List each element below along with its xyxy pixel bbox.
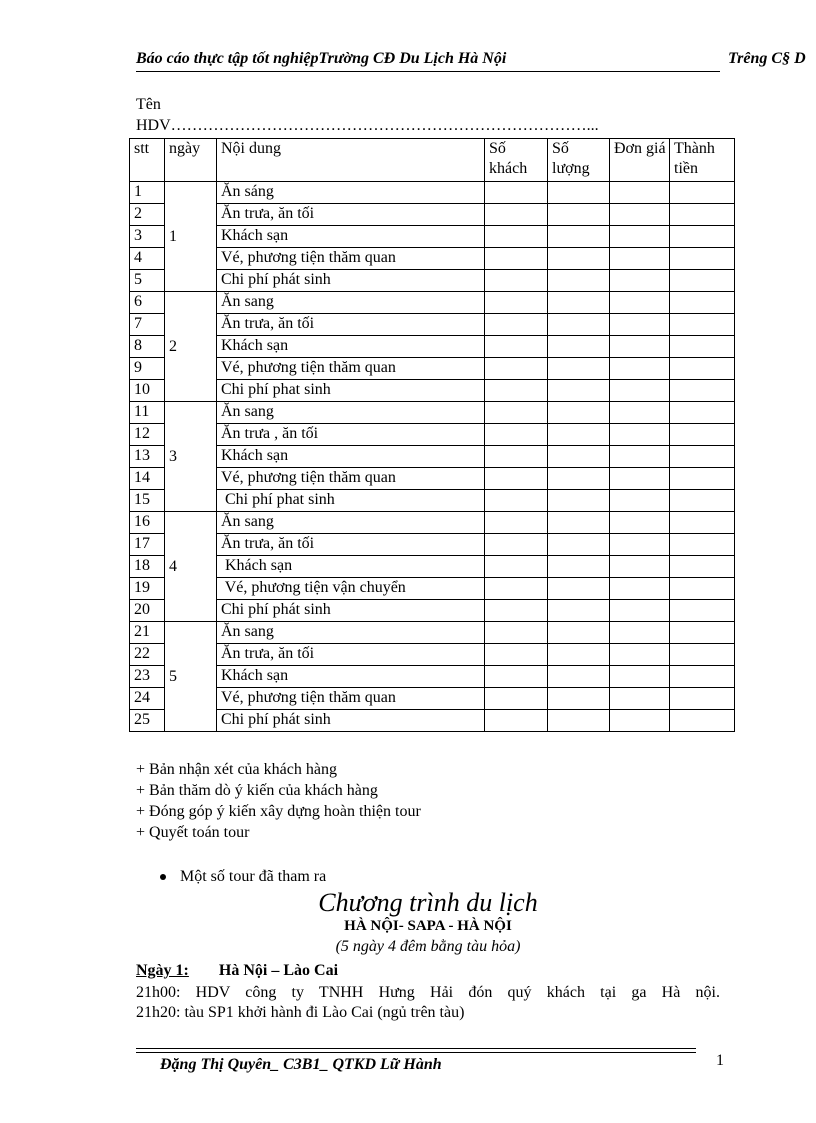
cell-content: Vé, phương tiện thăm quan xyxy=(217,688,485,710)
cell-guests xyxy=(485,402,548,424)
header-total: Thành tiền xyxy=(670,139,735,182)
cell-content: Ăn sáng xyxy=(217,182,485,204)
cell-day: 2 xyxy=(165,292,217,402)
bullet-text: Một số tour đã tham ra xyxy=(180,868,327,885)
cell-quantity xyxy=(548,248,610,270)
footer-rule-top xyxy=(136,1048,696,1049)
cell-content: Vé, phương tiện thăm quan xyxy=(217,358,485,380)
table-row xyxy=(130,688,735,710)
cell-total xyxy=(670,380,735,402)
table-row xyxy=(130,644,735,666)
table-row xyxy=(130,270,735,292)
table-row xyxy=(130,292,735,314)
cell-quantity xyxy=(548,226,610,248)
header-right-text: Trêng C§ D xyxy=(728,50,806,67)
cell-stt: 14 xyxy=(130,468,165,490)
cell-content: Khách sạn xyxy=(217,666,485,688)
cell-content: Chi phí phát sinh xyxy=(217,600,485,622)
table-row xyxy=(130,314,735,336)
cell-total xyxy=(670,424,735,446)
cell-guests xyxy=(485,446,548,468)
cell-content: Ăn trưa, ăn tối xyxy=(217,534,485,556)
cell-quantity xyxy=(548,292,610,314)
table-row xyxy=(130,358,735,380)
cell-quantity xyxy=(548,578,610,600)
cell-total xyxy=(670,182,735,204)
cell-total xyxy=(670,534,735,556)
cell-day: 4 xyxy=(165,512,217,622)
cell-unit-price xyxy=(610,644,670,666)
cell-stt: 23 xyxy=(130,666,165,688)
cell-content: Khách sạn xyxy=(217,446,485,468)
cell-guests xyxy=(485,292,548,314)
cell-total xyxy=(670,578,735,600)
cell-unit-price xyxy=(610,270,670,292)
cell-total xyxy=(670,666,735,688)
cell-quantity xyxy=(548,556,610,578)
cell-quantity xyxy=(548,666,610,688)
cell-content: Chi phí phát sinh xyxy=(217,710,485,732)
cell-unit-price xyxy=(610,248,670,270)
cell-unit-price xyxy=(610,182,670,204)
cell-quantity xyxy=(548,270,610,292)
cell-content: Vé, phương tiện vận chuyển xyxy=(217,578,485,600)
table-row xyxy=(130,490,735,512)
footer-rule-bottom xyxy=(136,1052,696,1053)
cell-guests xyxy=(485,270,548,292)
cell-unit-price xyxy=(610,622,670,644)
table-row xyxy=(130,534,735,556)
table-row xyxy=(130,336,735,358)
cell-guests xyxy=(485,380,548,402)
cell-content: Ăn trưa, ăn tối xyxy=(217,204,485,226)
cell-unit-price xyxy=(610,710,670,732)
cell-guests xyxy=(485,424,548,446)
cell-day: 1 xyxy=(165,182,217,292)
cell-guests xyxy=(485,578,548,600)
cell-content: Ăn trưa, ăn tối xyxy=(217,644,485,666)
cell-total xyxy=(670,204,735,226)
cell-stt: 12 xyxy=(130,424,165,446)
cell-total xyxy=(670,270,735,292)
itinerary-line-1: 21h00: HDV công ty TNHH Hưng Hải đón quý khách tại ga Hà nội. xyxy=(136,984,720,1001)
cell-content: Ăn trưa, ăn tối xyxy=(217,314,485,336)
notes-list xyxy=(136,759,421,843)
cell-quantity xyxy=(548,446,610,468)
cell-total xyxy=(670,314,735,336)
cell-guests xyxy=(485,534,548,556)
cell-unit-price xyxy=(610,534,670,556)
program-subtitle: (5 ngày 4 đêm bằng tàu hỏa) xyxy=(335,938,521,955)
table-row xyxy=(130,182,735,204)
program-title: Chương trình du lịch xyxy=(318,888,538,917)
cell-guests xyxy=(485,556,548,578)
cell-stt: 10 xyxy=(130,380,165,402)
cell-stt: 24 xyxy=(130,688,165,710)
cell-total xyxy=(670,644,735,666)
cell-guests xyxy=(485,182,548,204)
cell-stt: 17 xyxy=(130,534,165,556)
table-row xyxy=(130,512,735,534)
cell-stt: 15 xyxy=(130,490,165,512)
table-row xyxy=(130,380,735,402)
cell-total xyxy=(670,248,735,270)
table-row xyxy=(130,710,735,732)
cell-total xyxy=(670,490,735,512)
cell-day: 3 xyxy=(165,402,217,512)
cost-table xyxy=(129,138,735,732)
cell-guests xyxy=(485,336,548,358)
cell-content: Ăn sang xyxy=(217,512,485,534)
cell-total xyxy=(670,688,735,710)
note-item: + Bản nhận xét của khách hàng xyxy=(136,761,337,778)
cell-guests xyxy=(485,358,548,380)
cell-unit-price xyxy=(610,490,670,512)
cell-quantity xyxy=(548,402,610,424)
cell-unit-price xyxy=(610,468,670,490)
table-row xyxy=(130,468,735,490)
cell-day: 5 xyxy=(165,622,217,732)
cell-unit-price xyxy=(610,358,670,380)
cell-content: Chi phí phat sinh xyxy=(217,380,485,402)
table-header-row xyxy=(130,139,735,182)
cell-stt: 1 xyxy=(130,182,165,204)
cell-stt: 20 xyxy=(130,600,165,622)
cell-content: Ăn sang xyxy=(217,622,485,644)
table-row xyxy=(130,248,735,270)
cell-guests xyxy=(485,226,548,248)
day-1-label: Ngày 1: xyxy=(136,962,189,979)
cell-quantity xyxy=(548,710,610,732)
cell-stt: 22 xyxy=(130,644,165,666)
cell-stt: 25 xyxy=(130,710,165,732)
cell-quantity xyxy=(548,644,610,666)
cell-guests xyxy=(485,644,548,666)
cell-unit-price xyxy=(610,226,670,248)
cell-unit-price xyxy=(610,402,670,424)
cell-unit-price xyxy=(610,336,670,358)
cell-stt: 19 xyxy=(130,578,165,600)
cell-stt: 3 xyxy=(130,226,165,248)
header-quantity: Số lượng xyxy=(548,139,610,182)
cell-content: Vé, phương tiện thăm quan xyxy=(217,468,485,490)
cell-quantity xyxy=(548,688,610,710)
footer-author: Đặng Thị Quyên_ C3B1_ QTKD Lữ Hành xyxy=(160,1056,442,1073)
cell-unit-price xyxy=(610,424,670,446)
day-1-title: Hà Nội – Lào Cai xyxy=(218,962,339,979)
cell-quantity xyxy=(548,336,610,358)
note-item: + Bản thăm dò ý kiến của khách hàng xyxy=(136,782,378,799)
cell-quantity xyxy=(548,424,610,446)
cell-stt: 2 xyxy=(130,204,165,226)
cell-quantity xyxy=(548,380,610,402)
cell-quantity xyxy=(548,204,610,226)
table-row xyxy=(130,666,735,688)
cell-guests xyxy=(485,666,548,688)
cell-total xyxy=(670,226,735,248)
cell-stt: 11 xyxy=(130,402,165,424)
cell-guests xyxy=(485,512,548,534)
cell-quantity xyxy=(548,622,610,644)
cell-stt: 5 xyxy=(130,270,165,292)
cell-quantity xyxy=(548,182,610,204)
cell-total xyxy=(670,358,735,380)
header-content: Nội dung xyxy=(217,139,485,182)
cell-content: Khách sạn xyxy=(217,336,485,358)
cell-unit-price xyxy=(610,600,670,622)
table-row xyxy=(130,556,735,578)
table-row xyxy=(130,402,735,424)
cell-unit-price xyxy=(610,688,670,710)
header-guests: Số khách xyxy=(485,139,548,182)
cell-guests xyxy=(485,688,548,710)
cell-stt: 9 xyxy=(130,358,165,380)
cell-guests xyxy=(485,468,548,490)
cell-stt: 7 xyxy=(130,314,165,336)
cell-content: Chi phí phát sinh xyxy=(217,270,485,292)
header-title: Báo cáo thực tập tốt nghiệpTrường CĐ Du Lịch Hà Nội xyxy=(136,50,507,67)
cell-quantity xyxy=(548,534,610,556)
cell-guests xyxy=(485,248,548,270)
cell-content: Ăn sang xyxy=(217,292,485,314)
cell-content: Khách sạn xyxy=(217,226,485,248)
cell-unit-price xyxy=(610,578,670,600)
table-row xyxy=(130,446,735,468)
cell-quantity xyxy=(548,314,610,336)
day-1-heading xyxy=(136,962,338,980)
cell-quantity xyxy=(548,600,610,622)
cell-unit-price xyxy=(610,446,670,468)
hdv-label: HDV……………………………………………………………………... xyxy=(136,117,599,134)
cell-content: Ăn sang xyxy=(217,402,485,424)
cell-stt: 18 xyxy=(130,556,165,578)
cell-unit-price xyxy=(610,292,670,314)
cell-stt: 4 xyxy=(130,248,165,270)
table-row xyxy=(130,578,735,600)
cell-content: Chi phí phat sinh xyxy=(217,490,485,512)
cell-total xyxy=(670,292,735,314)
cell-quantity xyxy=(548,512,610,534)
cell-total xyxy=(670,402,735,424)
cell-stt: 6 xyxy=(130,292,165,314)
cell-total xyxy=(670,446,735,468)
cell-total xyxy=(670,710,735,732)
table-row xyxy=(130,424,735,446)
cell-total xyxy=(670,336,735,358)
header-unit-price: Đơn giá xyxy=(610,139,670,182)
cell-guests xyxy=(485,600,548,622)
cell-unit-price xyxy=(610,204,670,226)
table-row xyxy=(130,600,735,622)
cell-guests xyxy=(485,204,548,226)
cell-guests xyxy=(485,490,548,512)
table-row xyxy=(130,622,735,644)
cell-stt: 13 xyxy=(130,446,165,468)
cell-unit-price xyxy=(610,556,670,578)
cell-total xyxy=(670,600,735,622)
cell-unit-price xyxy=(610,380,670,402)
bullet-item xyxy=(160,868,326,886)
header-day: ngày xyxy=(165,139,217,182)
cell-unit-price xyxy=(610,512,670,534)
program-route: HÀ NỘI- SAPA - HÀ NỘI xyxy=(344,918,512,934)
cell-quantity xyxy=(548,490,610,512)
page-header xyxy=(136,50,816,72)
note-item: + Quyết toán tour xyxy=(136,824,250,841)
cell-total xyxy=(670,512,735,534)
cell-stt: 21 xyxy=(130,622,165,644)
header-underline xyxy=(136,71,720,72)
cell-total xyxy=(670,622,735,644)
table-row xyxy=(130,204,735,226)
bullet-dot-icon xyxy=(160,874,166,880)
cell-quantity xyxy=(548,468,610,490)
cell-stt: 8 xyxy=(130,336,165,358)
header-stt: stt xyxy=(130,139,165,182)
cell-guests xyxy=(485,622,548,644)
cell-unit-price xyxy=(610,314,670,336)
cell-total xyxy=(670,556,735,578)
page-number: 1 xyxy=(716,1052,724,1069)
name-label: Tên xyxy=(136,96,161,113)
cell-total xyxy=(670,468,735,490)
cell-guests xyxy=(485,314,548,336)
cell-guests xyxy=(485,710,548,732)
cell-stt: 16 xyxy=(130,512,165,534)
cell-content: Khách sạn xyxy=(217,556,485,578)
itinerary-line-2: 21h20: tàu SP1 khởi hành đi Lào Cai (ngủ trên tàu) xyxy=(136,1004,465,1021)
cell-content: Ăn trưa , ăn tối xyxy=(217,424,485,446)
cell-unit-price xyxy=(610,666,670,688)
table-row xyxy=(130,226,735,248)
cell-content: Vé, phương tiện thăm quan xyxy=(217,248,485,270)
cell-quantity xyxy=(548,358,610,380)
note-item: + Đóng góp ý kiến xây dựng hoàn thiện tour xyxy=(136,803,421,820)
